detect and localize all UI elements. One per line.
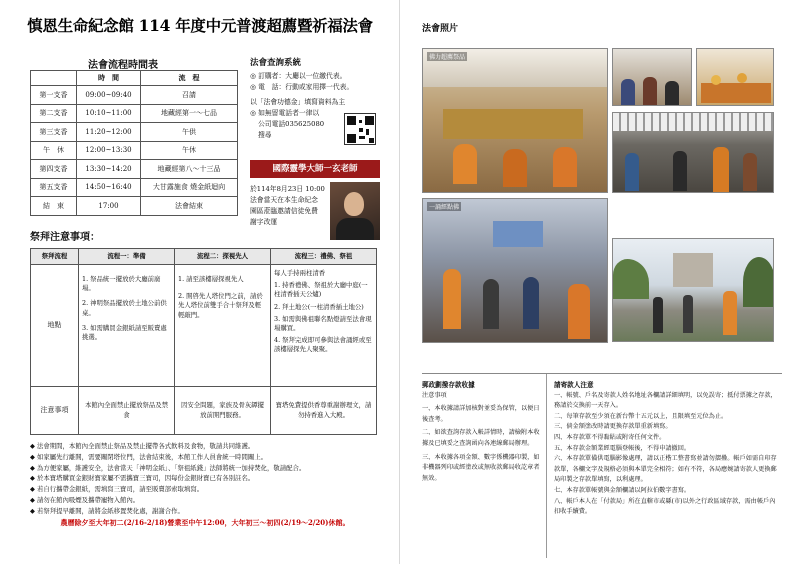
cell: 午供 [141,123,238,142]
table-row [31,141,238,160]
table-row [31,123,238,142]
step3-item: 每人手持兩柱清香 [274,269,326,277]
footnote: ◆ 如家屬先行離開，需要關閉塔位門，法會結束後，本館工作人員會統一時間關上。 [30,452,268,461]
schedule-table [30,70,238,216]
schedule-header: 流 程 [141,71,238,86]
footnote: ◆ 於本寶塔購買金銀財寶家屬不需攜寶三寶司，因每份金銀財寶已有各別註名。 [30,474,255,483]
inquiry-line: ◎ 電 話：行動或家用擇一代表。 [250,83,354,91]
notes-cell: 寶塔免費提供香尊重謝辦理文，請勿持香進入大殿。 [271,387,377,435]
row-label: 地點 [31,265,79,387]
cell: 第一支香 [31,86,77,105]
photo-offering-hall[interactable] [612,48,692,106]
step2-item: 1. 請至該樓層探視先人 [178,275,244,283]
cell: 結 束 [31,197,77,216]
inquiry-line: 搜尋 [258,131,272,139]
table-row [31,387,377,435]
cell: 10:10~11:00 [77,104,141,123]
cell: 第五支香 [31,178,77,197]
payer-item: 七、本存款單帳號與金額欄請以阿拉伯數字書寫。 [554,486,691,494]
cell: 召請 [141,86,238,105]
cell: 午 休 [31,141,77,160]
footnote: ◆ 法會期間，本館內全面禁止祭品及禁止擺帶各式飲料及食物，敬請共同維護。 [30,442,255,450]
receipt-title: 郵政劃撥存款收據 [422,381,475,389]
cell: 17:00 [77,197,141,216]
right-page [400,0,800,564]
cell: 午休 [141,141,238,160]
step3-item: 3. 如需與佛祖聯名點燈請至法會現場購買。 [274,314,372,333]
table-row [31,86,238,105]
inquiry-line: 公司電話035625080 [258,120,325,128]
cell: 13:30~14:20 [77,160,141,179]
photo-chanting[interactable] [422,198,608,343]
schedule-header-row [31,71,238,86]
cell: 第四支香 [31,160,77,179]
payer-item: 五、本存款金額業經電腦登帳後，不得申請撤回。 [554,444,691,452]
photo-offering-table[interactable] [696,48,774,106]
step2-cell [175,265,271,387]
inquiry-title: 法會查詢系統 [250,58,302,68]
payer-item: 四、本存款單不得黏貼或附寄任何文件。 [554,433,666,441]
table-row [31,160,238,179]
cell: 地藏經第八～十三品 [141,160,238,179]
inquiry-line: ◎ 如無留電話者一律以 [250,109,320,117]
qr-code-icon[interactable] [344,113,376,145]
payer-item: 二、每筆存款至少須在新台幣十五元以上，且限填至元位為止。 [554,412,728,420]
photo-caption: 一誦經點佛 [429,204,460,211]
photos-title: 法會照片 [422,24,459,34]
footnote: ◆ 為方便家屬，維護安全，法會當天「神明金紙」、「祭祖紙錢」法師將統一加持焚化，敬請配合。 [30,463,306,472]
schedule-title: 法會流程時間表 [88,60,158,71]
payer-item: 六、本存款單備供電腦影像處理，請以正楷工整書寫並請勿摺疊。帳戶如需自印存款單，各欄文字及規格必須與本單完全相符；如有不符，各局應婉請寄款人更換郵局印製之存款單填寫，以利處理。 [554,455,777,484]
sacrifice-header: 流程一：準備 [79,249,175,265]
payment-notes [422,373,782,557]
payer-notes [554,380,780,518]
sacrifice-header: 流程三：禮佛、祭祖 [271,249,377,265]
cell: 第三支香 [31,123,77,142]
master-line: 園區蒞臨邀請信徒免費 [250,207,318,215]
cell: 14:50~16:40 [77,178,141,197]
payer-item: 八、帳戶本人在「付款局」所在直轄市或縣(市)以外之行政區域存款，需由帳戶內扣收手續費。 [554,497,776,516]
master-portrait [330,182,380,240]
table-row [31,104,238,123]
master-line: 謝字改運 [250,218,278,226]
schedule-header: 時 間 [77,71,141,86]
sacrifice-header: 祭拜流程 [31,249,79,265]
cell: 09:00~09:40 [77,86,141,105]
sacrifice-header: 流程二：探視先人 [175,249,271,265]
inquiry-line: 以「法會功德金」填寫資料為主 [250,98,346,106]
payment-receipt-notes [422,380,540,484]
step2-item: 2. 開啓先人塔位門之前，請於先人塔位前雙手合十祭拜及輕輕敲門。 [178,292,263,319]
receipt-item: 三、本收據各項金額、數字係機器印製，如非機器列印或經塗改或無收款郵局收訖章者無效。 [422,453,540,482]
sacrifice-table [30,248,377,435]
step3-item: 1. 持香禮佛、祭祖於大廳中庭(一柱清香插天公爐) [274,281,368,299]
footnote: ◆ 若祭拜提早離開，請將金紙移置焚化處，謝謝合作。 [30,506,184,515]
notes-cell: 因安全問題，家族及骨灰罈擺放前開門服務。 [175,387,271,435]
footnote: ◆ 請勿在館內吸煙及攜帶寵物入館內。 [30,495,140,504]
step1-item: 3. 如需購買金銀紙請至販賣處挑選。 [82,323,167,342]
table-row [31,265,377,387]
step1-item: 2. 神明祭品擺放於土地公前供桌。 [82,299,167,317]
step3-item: 2. 拜土地公(一柱清香插土地公) [274,302,364,311]
photo-caption: 佛力超薦祭品 [429,54,466,61]
cell: 11:20~12:00 [77,123,141,142]
master-info [250,184,330,228]
table-row [31,178,238,197]
receipt-subtitle: 注意事項 [422,391,447,399]
inquiry-line: ◎ 訂購者：大廳以一位繳代表。 [250,72,347,80]
sacrifice-header-row [31,249,377,265]
step1-item: 1. 祭品統一擺放於大廳前廣場。 [82,275,161,293]
cell: 地藏經第一～七品 [141,104,238,123]
footnote: ◆ 若自行攜帶金銀紙，需填寫三寶司，請至販賣部索取填寫。 [30,485,204,494]
payer-item: 一、帳號、戶名及寄款人姓名地址各欄請詳細填明，以免誤寄；抵付票據之存款，務請於交換前一天存入。 [554,391,777,410]
receipt-item: 一、本收據請詳加核對並妥為保管，以便日後查考。 [422,405,540,423]
footnotes [30,441,380,528]
photo-hall-ceremony[interactable] [422,48,608,193]
master-line: 於114年8月23日 10:00 [250,185,325,193]
holiday-notice: 農曆除夕至大年初二(2/16-2/18)營業至中午12:00，大年初三～初四(2/19～2/20)休館。 [60,517,350,527]
receipt-item: 二、如欲查詢存款入帳詳情時，請檢附本收據及已填妥之查詢函向各連線郵局辦理。 [422,429,540,447]
photo-procession[interactable] [612,238,774,342]
master-line: 法會當天在本生命紀念 [250,196,318,204]
photo-courtyard[interactable] [612,112,774,193]
cell: 法會結束 [141,197,238,216]
step1-cell [79,265,175,387]
cell: 大甘露施食 燒金紙迴向 [141,178,238,197]
payer-item: 三、倘金額塗改時請更換存款單重新填寫。 [554,423,672,431]
cell: 第二支香 [31,104,77,123]
payer-title: 請寄款人注意 [554,381,594,389]
schedule-header [31,71,77,86]
step3-item: 4. 祭拜完成即可參與法會誦經或至該樓層探先人聚聚。 [274,336,372,354]
page-title: 慎恩生命紀念館 114 年度中元普渡超薦暨祈福法會 [27,16,373,35]
notes-cell: 本館內全面禁止擺放祭品及禁食 [79,387,175,435]
table-row [31,197,238,216]
notes-label: 注意事項 [31,387,79,435]
step3-cell [271,265,377,387]
master-badge: 國際靈學大師一玄老師 [250,160,380,178]
sacrifice-title: 祭拜注意事項： [30,232,100,243]
cell: 12:00~13:30 [77,141,141,160]
